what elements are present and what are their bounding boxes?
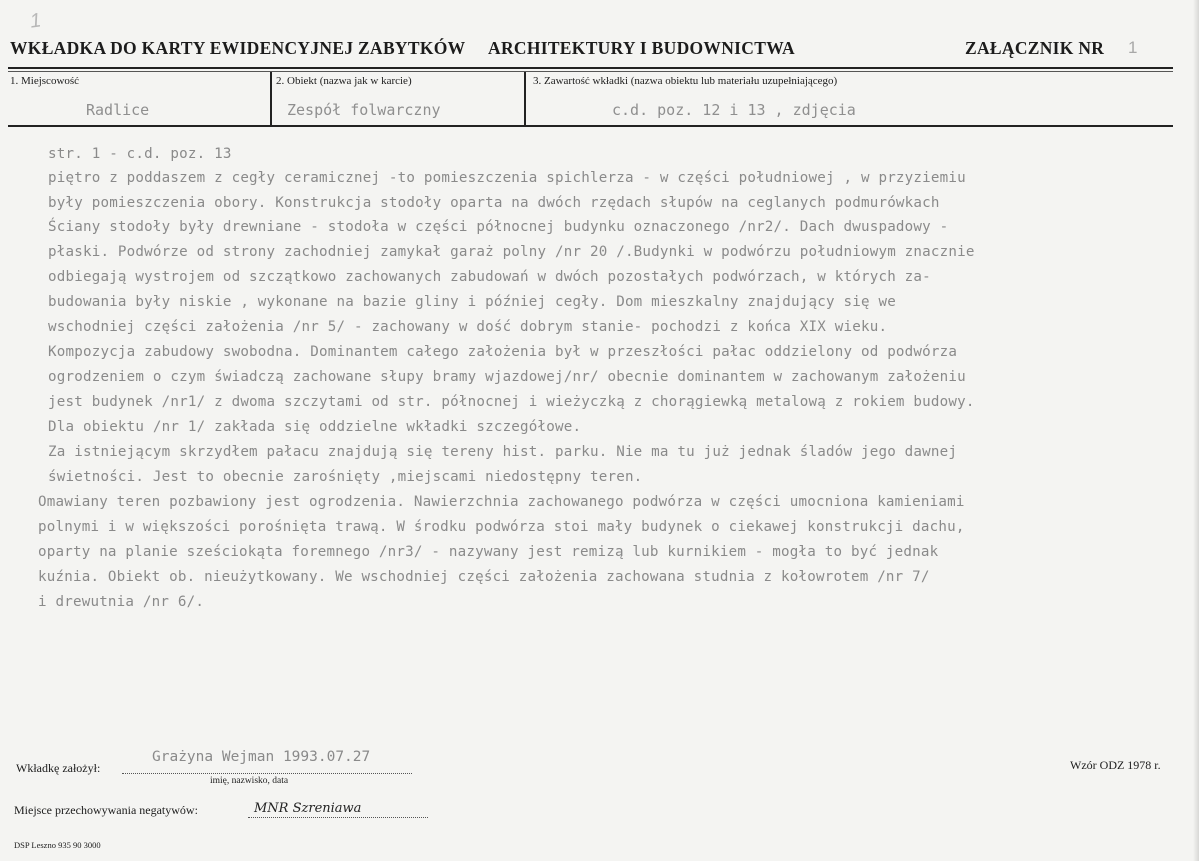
text-line: budowania były niskie , wykonane na bazie gliny i później cegły. Dom mieszkalny znajdujący się we xyxy=(48,294,896,310)
founder-caption: imię, nazwisko, data xyxy=(210,776,289,786)
card-title-left: WKŁADKA DO KARTY EWIDENCYJNEJ ZABYTKÓW xyxy=(10,38,466,58)
text-line: wschodniej części założenia /nr 5/ - zachowany w dość dobrym stanie- pochodzi z końca XIX wieku. xyxy=(48,319,888,335)
founder-value: Grażyna Wejman 1993.07.27 xyxy=(152,749,371,765)
card-edge-shadow xyxy=(1193,0,1199,861)
text-line: Za istniejącym skrzydłem pałacu znajdują się tereny hist. parku. Nie ma tu już jednak śladów jego dawnej xyxy=(48,444,958,460)
object-label: 2. Obiekt (nazwa jak w karcie) xyxy=(276,75,412,87)
object-value: Zespół folwarczny xyxy=(287,101,441,119)
attachment-label: ZAŁĄCZNIK NR xyxy=(965,38,1105,58)
card-header xyxy=(8,34,1199,64)
text-line: Omawiany teren pozbawiony jest ogrodzenia. Nawierzchnia zachowanego podwórza w części umocniona kamieniami xyxy=(38,494,965,510)
field-divider-2 xyxy=(524,72,526,126)
text-line: Ściany stodoły były drewniane - stodoła w części północnej budynku oznaczonego /nr2/. Dach dwuspadowy - xyxy=(48,219,949,235)
text-line: odbiegają wystrojem od szczątkowo zachowanych zabudowań w dwóch pozostałych podwórzach, w których za- xyxy=(48,269,931,285)
text-line: świetności. Jest to obecnie zarośnięty ,miejscami niedostępny teren. xyxy=(48,469,643,485)
text-line: piętro z poddaszem z cegły ceramicznej -to pomieszczenia spichlerza - w części południowej , w przyziemiu xyxy=(48,170,966,186)
text-line: i drewutnia /nr 6/. xyxy=(38,594,205,610)
text-line: jest budynek /nr1/ z dwoma szczytami od str. północnej i wieżyczką z chorągiewką metalową z rokiem budowy. xyxy=(48,394,975,410)
print-code: DSP Leszno 935 90 3000 xyxy=(14,840,101,850)
contents-value: c.d. poz. 12 i 13 , zdjęcia xyxy=(612,101,856,119)
contents-label: 3. Zawartość wkładki (nazwa obiektu lub materiału uzupełniającego) xyxy=(533,75,838,87)
text-line: Kompozycja zabudowy swobodna. Dominantem całego założenia był w przeszłości pałac oddzielony od podwórza xyxy=(48,344,958,360)
negatives-dotted-line xyxy=(248,817,428,818)
negatives-label: Miejsce przechowywania negatywów: xyxy=(14,803,198,817)
fields-rule xyxy=(8,125,1173,127)
field-divider-1 xyxy=(270,72,272,126)
negatives-value: MNR Szreniawa xyxy=(254,801,362,816)
text-line: płaski. Podwórze od strony zachodniej zamykał garaż polny /nr 20 /.Budynki w podwórzu południowym znacznie xyxy=(48,244,975,260)
locality-value: Radlice xyxy=(86,101,150,119)
text-line: oparty na planie sześciokąta foremnego /nr3/ - nazywany jest remizą lub kurnikiem - mogła to być jednak xyxy=(38,544,939,560)
attachment-number: 1 xyxy=(1128,38,1138,57)
pencil-page-number: 1 xyxy=(28,9,43,33)
text-line: ogrodzeniem o czym świadczą zachowane słupy bramy wjazdowej/nr/ obecnie dominantem w zachowanym założeniu xyxy=(48,369,966,385)
text-line: polnymi i w większości porośnięta trawą. W środku podwórza stoi mały budynek o ciekawej konstrukcji dachu, xyxy=(38,519,965,535)
founder-label: Wkładkę założył: xyxy=(16,761,101,775)
text-line: str. 1 - c.d. poz. 13 xyxy=(48,146,232,162)
header-rule-secondary xyxy=(8,71,1173,72)
locality-label: 1. Miejscowość xyxy=(10,75,80,87)
text-line: były pomieszczenia obory. Konstrukcja stodoły oparta na dwóch rzędach słupów na ceglanych podmurówkach xyxy=(48,195,940,211)
founder-dotted-line xyxy=(122,773,412,774)
template-label: Wzór ODZ 1978 r. xyxy=(1070,758,1161,772)
card-title-middle: ARCHITEKTURY I BUDOWNICTWA xyxy=(488,38,795,58)
header-rule xyxy=(8,67,1173,69)
text-line: kuźnia. Obiekt ob. nieużytkowany. We wschodniej części założenia zachowana studnia z kołowrotem /nr 7/ xyxy=(38,569,930,585)
text-line: Dla obiektu /nr 1/ zakłada się oddzielne wkładki szczegółowe. xyxy=(48,419,582,435)
